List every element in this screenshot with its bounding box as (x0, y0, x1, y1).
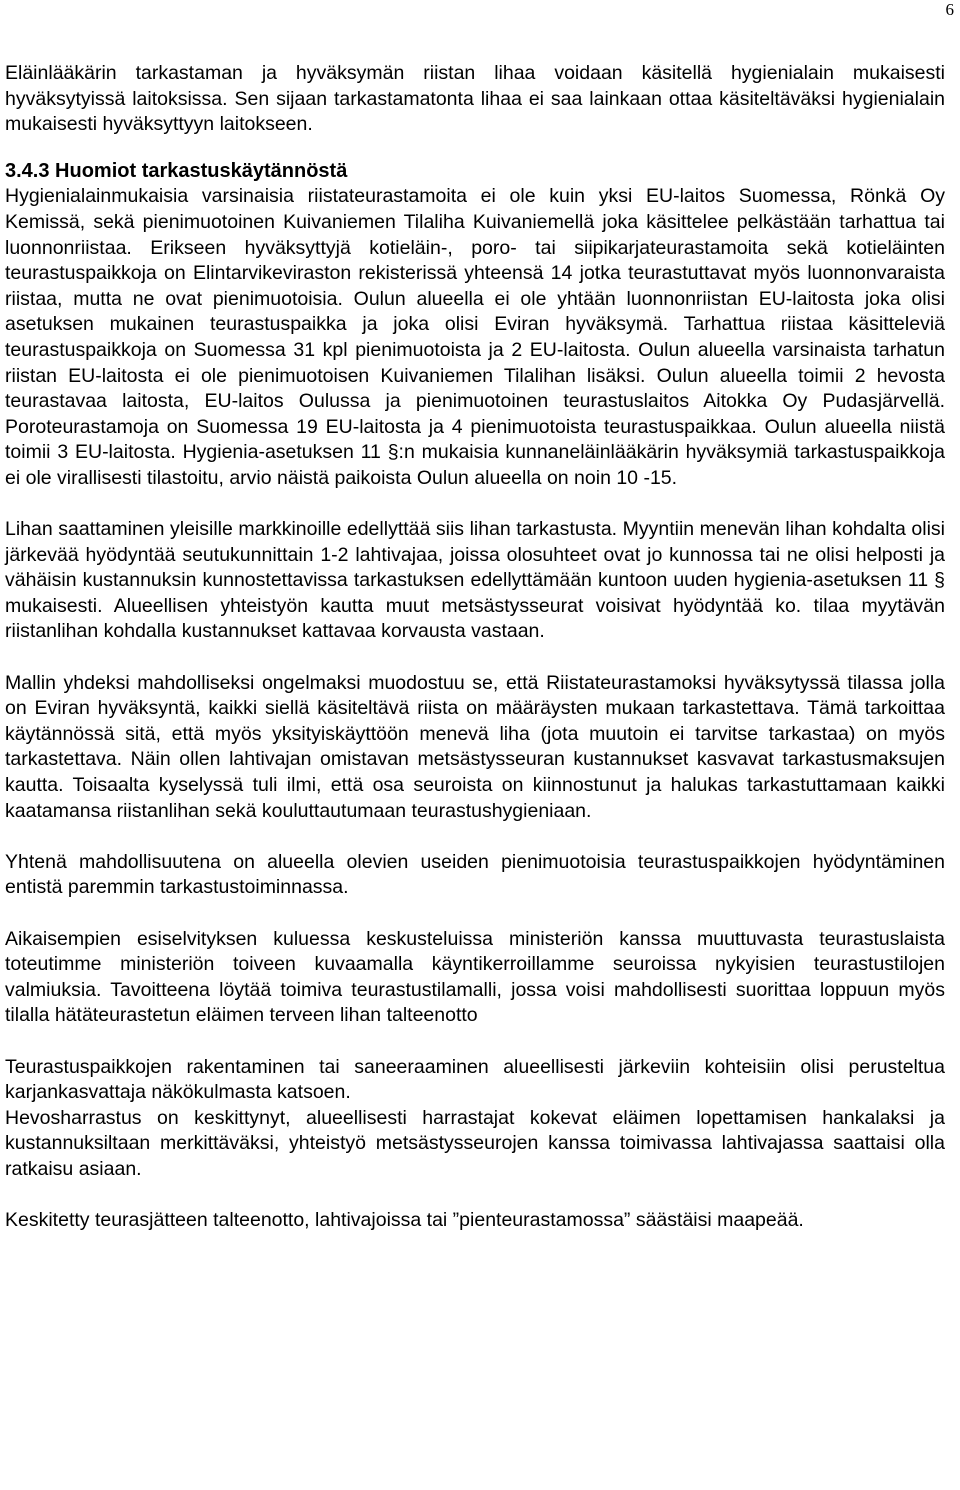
paragraph-markkinat: Lihan saattaminen yleisille markkinoille edellyttää siis lihan tarkastusta. Myyntiin menevän lihan kohdalta olisi järkevää hyödyntää seutukunnittain 1-2 lahtivajaa, joissa olosuhteet ovat jo kunnossa tai ne olisi helposti ja vähäisin kustannuksin kunnostettavissa tarkastuksen edellyttämään kuntoon uuden hygienia-asetuksen 11 § mukaisesti. Alueellisen yhteistyön kautta muut metsästysseurat voisivat hyödyntää ko. tilaa myytävän riistanlihan kohdalla kustannukset kattavaa korvausta vastaan. (5, 518, 945, 643)
page-number: 6 (945, 0, 954, 19)
page-content (5, 61, 945, 1234)
intro-paragraph: Eläinlääkärin tarkastaman ja hyväksymän riistan lihaa voidaan käsitellä hygienialain mukaisesti hyväksytyissä laitoksissa. Sen sijaan tarkastamatonta lihaa ei saa lainkaan ottaa käsiteltäväksi hygienialain mukaisesti hyväksyttyyn laitokseen. (5, 62, 945, 136)
paragraph-teurastuspaikat: Teurastuspaikkojen rakentaminen tai saneeraaminen alueellisesti järkeviin kohteisiin olisi perusteltua karjankasvattaja näkökulmasta katsoen. (5, 1055, 945, 1104)
paragraph-tarkastuspaikat: Hygienialainmukaisia varsinaisia riistateurastamoita ei ole kuin yksi EU-laitos Suomessa, Rönkä Oy Kemissä, sekä pienimuotoinen Kuivaniemen Tilaliha Kuivaniemellä joka käsittelee pelkästään tarhattua tai luonnonriistaa. Erikseen hyväksyttyjä kotieläin-, poro- tai siipikarjateurastamoita sekä kotieläinten teurastuspaikkoja on Elintarvikeviraston rekisterissä yhteensä 14 jotka teurastuttavat myös luonnonvaraista riistaa, mutta ne ovat pienimuotoisia. Oulun alueella ei ole yhtään luonnonriistan EU-laitosta joka olisi asetuksen mukainen teurastuspaikka ja joka olisi Eviran hyväksymä. Tarhattua riistaa käsitteleviä teurastuspaikkoja on Suomessa 31 kpl pienimuotoista ja 2 EU-laitosta. Oulun alueella varsinaista tarhatun riistan EU-laitosta ei ole pienimuotoisen Kuivaniemen Tilalihan lisäksi. Oulun alueella toimii 2 hevosta teurastavaa laitosta, EU-laitos Oulussa ja pienimuotoinen teurastuslaitos Aitokka Oy Pudasjärvellä. Poroteurastamoja on Suomessa 19 EU-laitosta ja 4 pienimuotoista teurastuspaikkaa. Oulun alueella niistä toimii 3 EU-laitosta. Hygienia-asetuksen 11 §:n mukaisia kunnaneläinlääkärin hyväksymiä tarkastuspaikkoja ei ole virallisesti tilastoitu, arvio näistä paikoista Oulun alueella on noin 10 -15. (5, 185, 945, 489)
section-heading: 3.4.3 Huomiot tarkastuskäytännöstä (5, 159, 348, 182)
paragraph-esiselvitys: Aikaisempien esiselvityksen kuluessa keskusteluissa ministeriön kanssa muuttuvasta teurastuslaista toteutimme ministeriön toiveen kuvaamalla käyntikerroillamme seuroissa nykyisien teurastustilojen valmiuksia. Tavoitteena löytää toimiva teurastustilamalli, jossa voisi mahdollisesti suorittaa loppuun myös tilalla hätäteurastetun eläimen terveen lihan talteenotto (5, 927, 945, 1027)
paragraph-mahdollisuus: Yhtenä mahdollisuutena on alueella olevien useiden pienimuotoisia teurastuspaikkojen hyödyntäminen entistä paremmin tarkastustoiminnassa. (5, 850, 945, 899)
paragraph-ongelma: Mallin yhdeksi mahdolliseksi ongelmaksi muodostuu se, että Riistateurastamoksi hyväksytyssä tilassa jolla on Eviran hyväksyntä, kaikki siellä käsiteltävä riista on määräysten mukaan tarkastettava. Tämä tarkoittaa käytännössä sitä, että myös yksityiskäyttöön menevä liha (jota muutoin ei tarvitse tarkastaa) on myös tarkastettava. Näin ollen lahtivajan omistavan metsästysseuran kustannukset kasvavat tarkastusmaksujen kautta. Toisaalta kyselyssä tuli ilmi, että osa seuroista on kiinnostunut ja halukas tarkastuttamaan kaikki kaatamansa riistanlihan sekä kouluttautumaan teurastushygieniaan. (5, 671, 945, 822)
paragraph-teurasjate: Keskitetty teurasjätteen talteenotto, lahtivajoissa tai ”pienteurastamossa” säästäisi maapeää. (5, 1209, 804, 1232)
paragraph-hevosharrastus: Hevosharrastus on keskittynyt, alueellisesti harrastajat kokevat eläimen lopettamisen hankalaksi ja kustannuksiltaan merkittäväksi, yhteistyö metsästysseurojen kanssa toimivassa lahtivajassa saattaisi olla ratkaisu asiaan. (5, 1106, 945, 1180)
